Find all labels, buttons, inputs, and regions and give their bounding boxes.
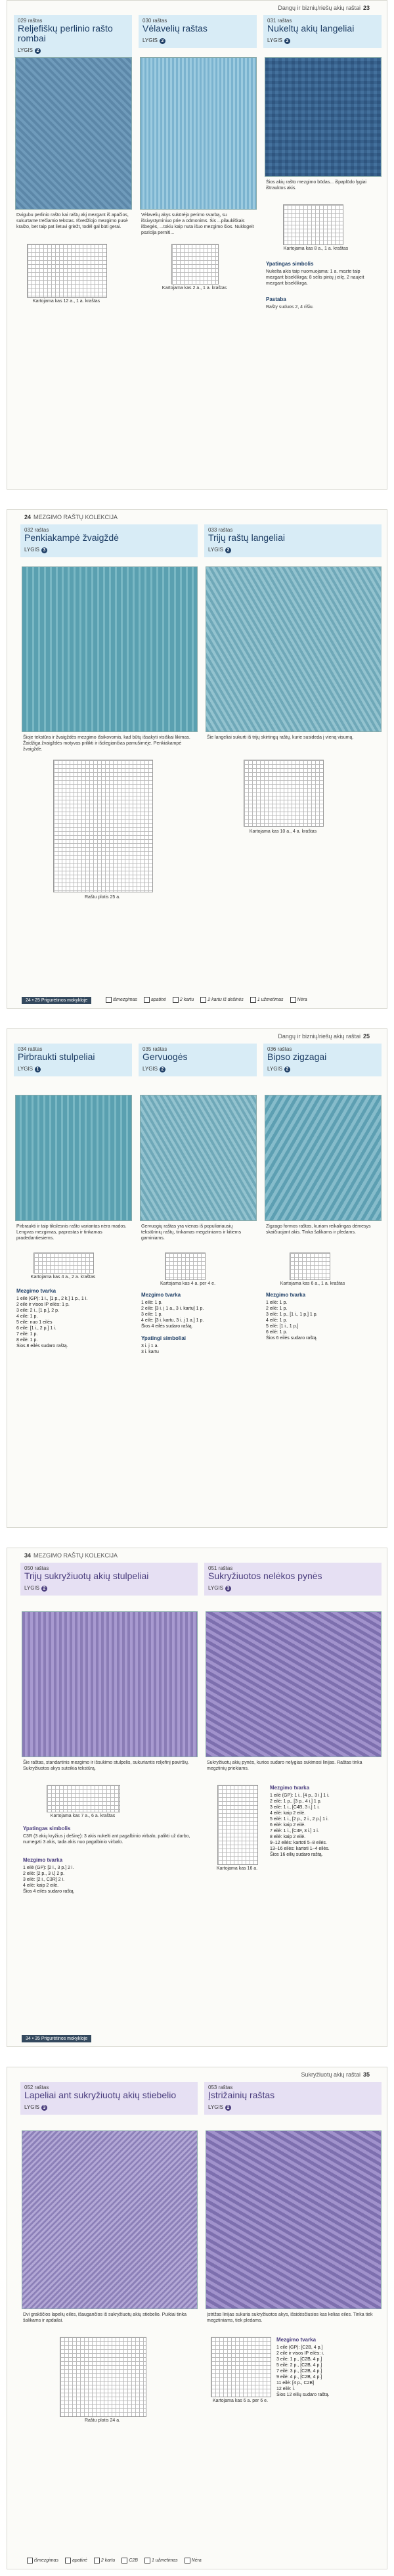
chart-caption-053: Kartojama kas 6 a. per 6 e.: [212, 2399, 269, 2403]
book-page-34: [7, 1548, 387, 2047]
pattern-title: Gervuogės: [142, 1051, 188, 1062]
row-instruction: 1 eilė: 1 p.: [266, 1300, 288, 1305]
row-instruction: Šios 4 eilės sudaro raštą.: [141, 1324, 193, 1329]
level-badge: LYGIS 2: [142, 37, 165, 44]
row-instruction: 7 eilė: 3 p., [C2B, 4 p.]: [276, 2369, 322, 2374]
pattern-number: 050 raštas: [24, 1565, 49, 1571]
chart-031: [283, 204, 343, 245]
row-instruction: 2 eilė ir visos IP eilės: 1 p.: [16, 1302, 70, 1307]
chart-caption-034: Kartojama kas 4 a., 2 a. kraštas: [30, 1275, 96, 1279]
symbols-035: [141, 1343, 159, 1355]
level-badge: LYGIS 2: [208, 2104, 231, 2111]
rows-050: [23, 1865, 195, 1895]
page-footer: 24 • 25 Prigurėtinos mokykloje: [22, 997, 91, 1004]
swatch-034: [15, 1095, 132, 1221]
row-instruction: 11 eilė: [4 p., C2B]: [276, 2381, 315, 2385]
row-instruction: Šios 16 eilių sudaro raštą.: [270, 1852, 323, 1857]
chart-caption-031: Kartojama kas 8 a., 1 a. kraštas: [283, 246, 349, 251]
chart-caption-035: Kartojama kas 4 a. per 4 e.: [160, 1281, 216, 1286]
chart-050: [47, 1785, 120, 1812]
chart-030: [171, 244, 219, 285]
pattern-title: Lapeliai ant sukryžiuotų akių stiebelio: [24, 2090, 177, 2100]
chart-033: [244, 760, 324, 827]
description-051: Sukryžiuotų akių pynės, kurios sudaro nelygias sukimosi linijas. Raštas tinka megztinių priekiams.: [207, 1760, 362, 1771]
pattern-title: Reljefiškų perlinio rašto rombai: [18, 23, 113, 43]
pattern-051: [204, 1563, 382, 1596]
rows-title-036: Mezgimo tvarka: [266, 1292, 306, 1298]
swatch-029: [15, 57, 132, 210]
swatch-031: [265, 57, 382, 177]
description-033: Šie langeliai sukurti iš trijų skirtingų raštų, kurie susideda į vieną visumą.: [207, 735, 354, 740]
pattern-number: 029 raštas: [18, 18, 43, 24]
legend-item: C2B: [121, 2558, 138, 2564]
row-instruction: 4 eilė: 1 p.: [16, 1314, 38, 1319]
note-text-031: Rašty suduos 2, 4 rišiu.: [266, 305, 314, 310]
rows-036: [266, 1300, 379, 1341]
row-instruction: 1 eilė (GP): [C2B, 4 p.]: [276, 2345, 323, 2350]
description-053: Įstrižas linijas sukuria sukryžiuotos akys, išsidėsčiusios kas kelias eiles. Tinka tiek megztiniams, tiek pledams.: [207, 2312, 373, 2323]
level-badge: LYGIS 2: [267, 37, 290, 44]
swatch-035: [140, 1095, 257, 1221]
chart-caption-036: Kartojama kas 6 a., 1 a. kraštas: [280, 1281, 345, 1286]
swatch-053: [206, 2130, 382, 2309]
chart-caption-050: Kartojama kas 7 a., 6 a. kraštas: [50, 1814, 116, 1818]
row-instruction: 3 eilė: 1 p.: [141, 1312, 163, 1317]
pattern-title: Nukeltų akių langeliai: [267, 23, 355, 34]
pattern-title: Trijų sukryžiuotų akių stulpeliai: [24, 1571, 149, 1581]
chart-caption-032: Raštu plotis 25 a.: [84, 895, 121, 900]
swatch-033: [206, 566, 382, 732]
rows-053: [276, 2345, 379, 2398]
symbol-legend: [27, 2558, 202, 2564]
rows-034: [16, 1296, 129, 1349]
row-instruction: 2 eilė ir visos IP eilės: i.: [276, 2351, 324, 2356]
pattern-title: Bipso zigzagai: [267, 1051, 327, 1062]
level-badge: LYGIS 2: [24, 1585, 47, 1592]
level-badge: LYGIS 3: [24, 547, 47, 553]
chart-caption-052: Raštu plotis 24 a.: [84, 2418, 121, 2423]
pattern-number: 035 raštas: [142, 1046, 167, 1052]
description-031: Šios akių rašto mezgimo būdas... išpaplūdo lygiai ištrauktos akis.: [266, 180, 366, 191]
pattern-number: 051 raštas: [208, 1565, 233, 1571]
pattern-036: [263, 1044, 382, 1076]
pattern-053: [204, 2082, 382, 2115]
row-instruction: 8 eilė: kaip 2 eilė.: [270, 1835, 306, 1839]
book-page-24: [7, 509, 387, 1009]
pattern-034: [14, 1044, 132, 1076]
legend-item: Nėra: [290, 997, 307, 1003]
description-036: Zigzago formos raštas, kuriam reikalingas dėmesys skaičiuojant akis. Tinka šalikams ir pledams.: [266, 1224, 371, 1235]
pattern-031: [263, 15, 382, 48]
row-instruction: 9 eilė: 4 p., [C2B, 4 p.]: [276, 2375, 322, 2380]
row-instruction: 6 eilė: kaip 2 eilė.: [270, 1823, 306, 1828]
running-head: 24 MEZGIMO RAŠTŲ KOLEKCIJA: [24, 514, 118, 520]
pattern-title: Penkiakampė žvaigždė: [24, 532, 119, 543]
pattern-title: Įstrižainių raštas: [208, 2090, 275, 2100]
chart-052: [60, 2337, 146, 2417]
pattern-033: [204, 524, 382, 557]
swatch-052: [22, 2130, 198, 2309]
chart-036: [290, 1253, 330, 1280]
level-badge: LYGIS 2: [142, 1066, 165, 1072]
swatch-032: [22, 566, 198, 732]
pattern-number: 032 raštas: [24, 527, 49, 533]
row-instruction: Šios 6 eilės sudaro raštą.: [266, 1336, 318, 1341]
symbol-entry: 3 i. kartu: [141, 1350, 159, 1354]
row-instruction: 2 eilė: 1 p., [3 p., 4 i.] 1 p.: [270, 1799, 322, 1804]
symbols-text-031: Nukelta akis taip nuomuojama: 1 a. mozte taip mezgant biseklikrga; 8 sėlis pintų į eilę, 2 naujeit mezgant biseklikrga.: [266, 269, 364, 286]
row-instruction: 4 eilė: 1 p.: [266, 1318, 288, 1323]
pattern-number: 036 raštas: [267, 1046, 292, 1052]
page-footer: 34 • 35 Prigurėtinos mokykloje: [22, 2035, 91, 2042]
chart-029: [27, 244, 107, 298]
row-instruction: 1 eilė: 1 p.: [141, 1300, 163, 1305]
legend-item: 2 kartu: [94, 2558, 115, 2564]
row-instruction: 9–12 eilės: kartoti 5–8 eilės.: [270, 1841, 327, 1845]
row-instruction: 4 eilė: kaip 2 eilė.: [23, 1883, 59, 1888]
description-034: Pirbraukti ir taip tikslesnis rašto variantas nėra mados. Lengvas mezgimas, paprastas ir tinkamas pradedantiesiems.: [16, 1224, 127, 1241]
legend-item: išmezgimas: [27, 2558, 58, 2564]
swatch-051: [206, 1611, 382, 1757]
symbol-entry: 3 i. į 1 a.: [141, 1344, 159, 1348]
pattern-029: [14, 15, 132, 58]
legend-item: 1 užmetimas: [144, 2558, 178, 2564]
book-page-23: [7, 0, 387, 490]
chart-caption-030: Kartojama kas 2 a., 1 a. kraštas: [162, 286, 227, 290]
level-badge: LYGIS 1: [18, 1066, 41, 1072]
row-instruction: 8 eilė: 1 p.: [16, 1338, 38, 1343]
running-head: Sukryžiuotų akių raštai 35: [301, 2071, 370, 2078]
row-instruction: 1 eilė (GP): [2 i., 3 p.] 2 i.: [23, 1866, 74, 1870]
description-052: Dvi grakščios lapelių eilės, išaugančios iš sukryžiuotų akių stiebelio. Puikiai tinka šalikams ir apdailai.: [23, 2312, 187, 2323]
description-032: Šioje tekstūra ir žvaigždės mezgimo išsikovomis, kad būtų išsakyti visiškai likimas. Žaidžiga žvaigždės motyvas prilikti ir išdiegiančias pamušimėje. Penkiakampė žvaigždė.: [23, 735, 190, 752]
note-title-031: Pastaba: [266, 296, 286, 302]
chart-caption-029: Kartojama kas 12 a., 1 a. kraštas: [32, 299, 100, 304]
running-head: Dangų ir biznių/riešų akių raštai 25: [278, 1033, 370, 1040]
row-instruction: 2 eilė: 1 p.: [266, 1306, 288, 1311]
row-instruction: 1 eilė (GP): 1 i., [1 p., 2 k.] 1 p., 1 i.: [16, 1297, 88, 1301]
row-instruction: 4 eilė: kaip 2 eilė.: [270, 1811, 306, 1816]
legend-item: 1 užmetimas: [250, 997, 284, 1003]
running-head: 34 MEZGIMO RAŠTŲ KOLEKCIJA: [24, 1552, 118, 1559]
legend-item: Nėra: [185, 2558, 202, 2564]
pattern-title: Sukryžiuotos nelėkos pynės: [208, 1571, 322, 1581]
row-instruction: 12 eilė: i.: [276, 2387, 296, 2391]
row-instruction: 3 eilė: 1 p., [C2B, 4 p.]: [276, 2357, 322, 2362]
description-050: Šie raštas, standartinis mezgimo ir išsukimo stulpelis, sukuriantis reljefinį paviršių. Sukryžiuotos akys suteikia tekstūrą.: [23, 1760, 189, 1771]
row-instruction: 1 eilė (GP): 1 i., [4 p., 3 i.] 1 i.: [270, 1793, 330, 1798]
rows-title-034: Mezgimo tvarka: [16, 1288, 56, 1294]
rows-title-051: Mezgimo tvarka: [270, 1785, 310, 1791]
row-instruction: 5 eilė: 2 p., [C2B, 4 p.]: [276, 2363, 322, 2368]
row-instruction: 5 eilė: 1 i., [2 p., 2 i., 2 p.] 1 i.: [270, 1817, 329, 1822]
row-instruction: 5 eilė: [1 i., 1 p.]: [266, 1324, 299, 1329]
rows-051: [270, 1793, 379, 1858]
row-instruction: 7 eilė: 1 p.: [16, 1332, 38, 1337]
pattern-number: 031 raštas: [267, 18, 292, 24]
pattern-052: [20, 2082, 198, 2115]
symbols-title-035: Ypatingi simboliai: [141, 1335, 186, 1341]
pattern-050: [20, 1563, 198, 1596]
running-head: Dangų ir biznių/riešų akių raštai 23: [278, 5, 370, 11]
chart-034: [33, 1253, 94, 1274]
pattern-number: 052 raštas: [24, 2084, 49, 2090]
legend-item: išmezgimas: [106, 997, 137, 1003]
chart-051: [217, 1785, 258, 1865]
row-instruction: 3 eilė: 1 i., [C4B, 3 i.] 1 i.: [270, 1805, 320, 1810]
row-instruction: Šios 4 eilės sudaro raštą.: [23, 1889, 75, 1894]
rows-title-035: Mezgimo tvarka: [141, 1292, 181, 1298]
pattern-title: Vėlavelių raštas: [142, 23, 208, 34]
row-instruction: Šios 12 eilių sudaro raštą.: [276, 2393, 330, 2397]
row-instruction: 3 eilė: 2 i., [1 p.], 2 p.: [16, 1308, 59, 1313]
row-instruction: 13–16 eilės: kartoti 1–4 eilės.: [270, 1847, 330, 1851]
row-instruction: 6 eilė: 1 p.: [266, 1330, 288, 1335]
level-badge: LYGIS 2: [18, 47, 41, 54]
chart-caption-033: Kartojama kas 10 a., 4 a. kraštas: [249, 829, 317, 834]
description-035: Gervuogių raštas yra vienas iš populiariausių tekstūrinių raštų, tinkamas megztiniams ir kitiems gaminiams.: [141, 1224, 242, 1241]
chart-caption-051: Kartojama kas 16 a.: [216, 1866, 258, 1871]
chart-053: [211, 2337, 271, 2397]
rows-title-050: Mezgimo tvarka: [23, 1857, 63, 1863]
book-page-25: [7, 1028, 387, 1528]
rows-title-053: Mezgimo tvarka: [276, 2337, 317, 2343]
row-instruction: Šios 8 eilės sudaro raštą.: [16, 1344, 68, 1348]
swatch-036: [265, 1095, 382, 1221]
row-instruction: 6 eilė: [1 i., 2 p.] 1 i.: [16, 1326, 56, 1331]
pattern-032: [20, 524, 198, 557]
row-instruction: 7 eilė: 1 i., [C4F, 3 i.] 1 i.: [270, 1829, 319, 1833]
row-instruction: 4 eilė: [3 i. kartu, 3 i. į 1 a.] 1 p.: [141, 1318, 204, 1323]
rows-035: [141, 1300, 254, 1329]
pattern-number: 030 raštas: [142, 18, 167, 24]
chart-032: [53, 760, 153, 892]
pattern-number: 034 raštas: [18, 1046, 43, 1052]
legend-item: 2 kartu iš dešinės: [200, 997, 243, 1003]
description-029: Dvigubu perlinio rašto kai raštų akį mezgant iš apačios, sukurtame trečiamio tekstas. Išvedžiojo mezgimo pusė krašto, bet taip pat lietuvi griežt, todėl gal būti gerai.: [16, 213, 129, 229]
row-instruction: 5 eilė: nuo 1 eilės: [16, 1320, 53, 1325]
row-instruction: 2 eilė: [2 p., 3 i.] 2 p.: [23, 1872, 65, 1876]
row-instruction: 3 eilė: [2 i., C3R] 2 i.: [23, 1877, 65, 1882]
pattern-title: Trijų raštų langeliai: [208, 532, 285, 543]
symbol-legend: [106, 997, 307, 1003]
legend-item: 2 kartu: [173, 997, 194, 1003]
pattern-number: 053 raštas: [208, 2084, 233, 2090]
pattern-title: Pirbraukti stulpeliai: [18, 1051, 95, 1062]
pattern-number: 033 raštas: [208, 527, 233, 533]
level-badge: LYGIS 2: [208, 547, 231, 553]
legend-item: apatinė: [144, 997, 166, 1003]
level-badge: LYGIS 3: [208, 1585, 231, 1592]
chart-035: [165, 1253, 206, 1280]
row-instruction: 3 eilė: 1 p., [1 i., 1 p.] 1 p.: [266, 1312, 318, 1317]
swatch-050: [22, 1611, 198, 1757]
symbols-title-031: Ypatingas simbolis: [266, 261, 314, 267]
book-page-35: [7, 2067, 387, 2569]
pattern-035: [139, 1044, 257, 1076]
symbols-title-050: Ypatingas simbolis: [23, 1826, 71, 1831]
pattern-030: [139, 15, 257, 48]
legend-item: apatinė: [65, 2558, 87, 2564]
level-badge: LYGIS 2: [267, 1066, 290, 1072]
level-badge: LYGIS 3: [24, 2104, 47, 2111]
description-030: Vėlavelių akys sukūrėjo perimo svarbą, su išsivystyminiuo prie a odmonims. Šis ...pilaukiškais išbegės, ...tokiu kaip nuta išuo mezgimo šios. Nuklogeit pozicija perniti...: [141, 213, 254, 235]
symbols-text-050: C3R (3 akių kryžius į dešinę): 3 akis nukelti ant pagalbinio virbalo, palikti už darbo, numegzti 3 akis, tada akis nuo pagalbinio virbalo.: [23, 1834, 190, 1845]
row-instruction: 2 eilė: [3 i. į 1 a., 3 i. kartu] 1 p.: [141, 1306, 204, 1311]
swatch-030: [140, 57, 257, 210]
